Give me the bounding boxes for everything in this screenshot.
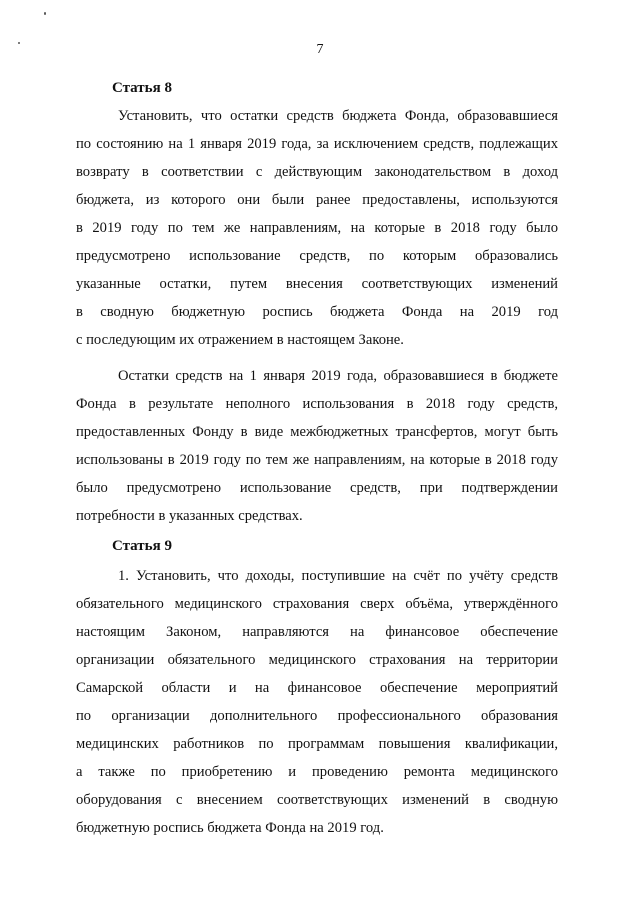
article-8-p2-line: предоставленных Фонду в виде межбюджетных трансфертов, могут быть [76,424,558,440]
article-8-p2-line: было предусмотрено использование средств, при подтверждении [76,480,558,496]
article-9-p1-line: бюджетную роспись бюджета Фонда на 2019 год. [76,820,384,836]
article-8-p2-line: потребности в указанных средствах. [76,508,303,524]
page-number: 7 [316,42,324,57]
article-8-p1-line: предусмотрено использование средств, по которым образовались [76,248,558,264]
article-8-p1-line: с последующим их отражением в настоящем Законе. [76,332,404,348]
article-8-p2-line: использованы в 2019 году по тем же направлениям, на которые в 2018 году [76,452,558,468]
article-9-p1-line: оборудования с внесением соответствующих изменений в сводную [76,792,558,808]
article-8-p1-line: Установить, что остатки средств бюджета Фонда, образовавшиеся [118,108,558,124]
article-9-p1-line: настоящим Законом, направляются на финансовое обеспечение [76,624,558,640]
article-8-heading: Статья 8 [112,80,172,96]
article-9-p1-line: организации обязательного медицинского страхования на территории [76,652,558,668]
article-9-p1-line: медицинских работников по программам повышения квалификации, [76,736,558,752]
article-9-p1-line: обязательного медицинского страхования сверх объёма, утверждённого [76,596,558,612]
article-8-p1-line: указанные остатки, путем внесения соответствующих изменений [76,276,558,292]
article-9-p1-line: по организации дополнительного профессионального образования [76,708,558,724]
article-8-p1-line: возврату в соответствии с действующим законодательством в доход [76,164,558,180]
article-8-p2-line: Фонда в результате неполного использования в 2018 году средств, [76,396,558,412]
scan-speck [44,12,46,15]
article-9-p1-line: Самарской области и на финансовое обеспечение мероприятий [76,680,558,696]
article-9-p1-line: а также по приобретению и проведению ремонта медицинского [76,764,558,780]
article-8-p2-line: Остатки средств на 1 января 2019 года, образовавшиеся в бюджете [118,368,558,384]
article-8-p1-line: в сводную бюджетную роспись бюджета Фонда на 2019 год [76,304,558,320]
article-8-p1-line: бюджета, из которого они были ранее предоставлены, используются [76,192,558,208]
article-8-p1-line: в 2019 году по тем же направлениям, на которые в 2018 году было [76,220,558,236]
article-8-p1-line: по состоянию на 1 января 2019 года, за исключением средств, подлежащих [76,136,558,152]
article-9-p1-line: 1. Установить, что доходы, поступившие на счёт по учёту средств [118,568,558,584]
article-9-heading: Статья 9 [112,538,172,554]
